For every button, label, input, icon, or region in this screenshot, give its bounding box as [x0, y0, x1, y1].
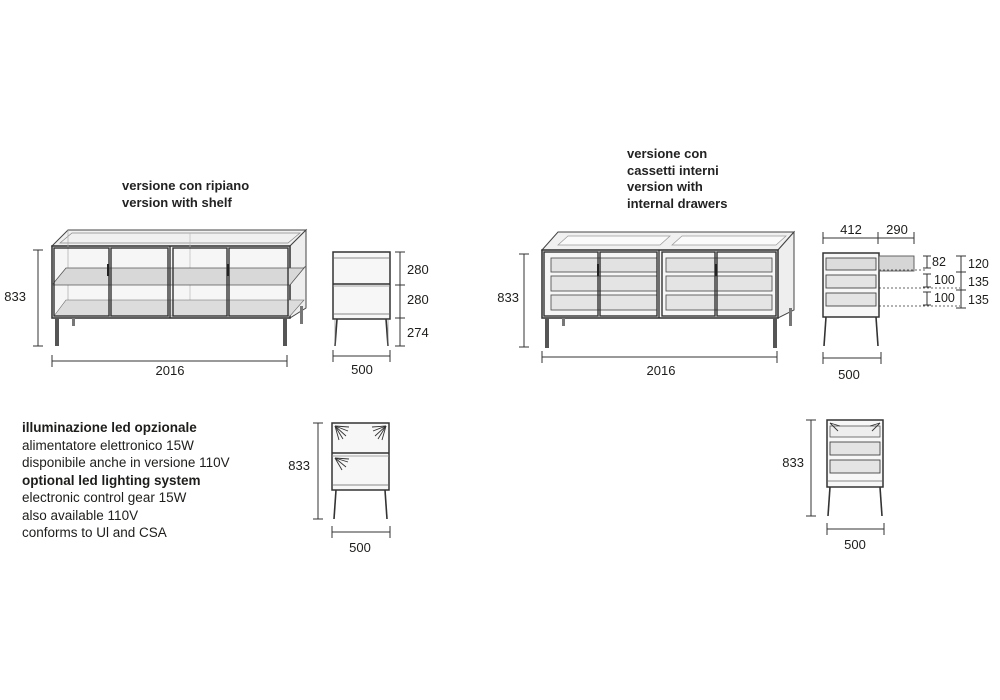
dim-label: 135 — [968, 275, 989, 289]
note-line: conforms to Ul and CSA — [22, 525, 167, 540]
dim-label: 2016 — [646, 363, 676, 378]
drawers-front-elevation — [519, 232, 794, 363]
caption-line: versione con ripiano — [122, 178, 250, 193]
dim-label: 2016 — [155, 363, 185, 378]
dim-label: 280 — [407, 292, 429, 307]
dim-label: 135 — [968, 293, 989, 307]
note-line: disponibile anche in versione 110V — [22, 455, 230, 470]
dim-label: 500 — [838, 367, 860, 382]
dim-label: 100 — [934, 273, 955, 287]
note-line: electronic control gear 15W — [22, 490, 187, 505]
dim-label: 500 — [349, 540, 371, 555]
led-drawers-side-elevation — [806, 420, 884, 535]
caption-line: cassetti interni — [627, 162, 719, 178]
dim-label: 833 — [4, 289, 26, 304]
dim-label: 833 — [288, 458, 310, 473]
dim-label: 274 — [407, 325, 429, 340]
caption-line: versione con — [627, 146, 708, 161]
dim-label: 280 — [407, 262, 429, 277]
caption-line: internal drawers — [627, 195, 728, 211]
shelf-front-elevation — [33, 230, 306, 367]
caption-line: version with — [627, 179, 703, 194]
note-line: optional led lighting system — [22, 472, 201, 488]
dim-label: 833 — [497, 290, 519, 305]
dim-label: 500 — [844, 537, 866, 552]
dim-label: 120 — [968, 257, 989, 271]
dim-label: 290 — [886, 222, 908, 237]
note-line: alimentatore elettronico 15W — [22, 437, 194, 453]
dim-label: 500 — [351, 362, 373, 377]
note-line: also available 110V — [22, 507, 139, 523]
shelf-side-elevation — [333, 252, 405, 362]
dim-label: 82 — [932, 255, 946, 269]
dim-label: 833 — [782, 455, 804, 470]
caption-line: version with shelf — [122, 194, 232, 210]
dim-label: 412 — [840, 222, 862, 237]
led-shelf-side-elevation — [313, 423, 390, 538]
note-line: illuminazione led opzionale — [22, 420, 197, 435]
dim-label: 100 — [934, 291, 955, 305]
